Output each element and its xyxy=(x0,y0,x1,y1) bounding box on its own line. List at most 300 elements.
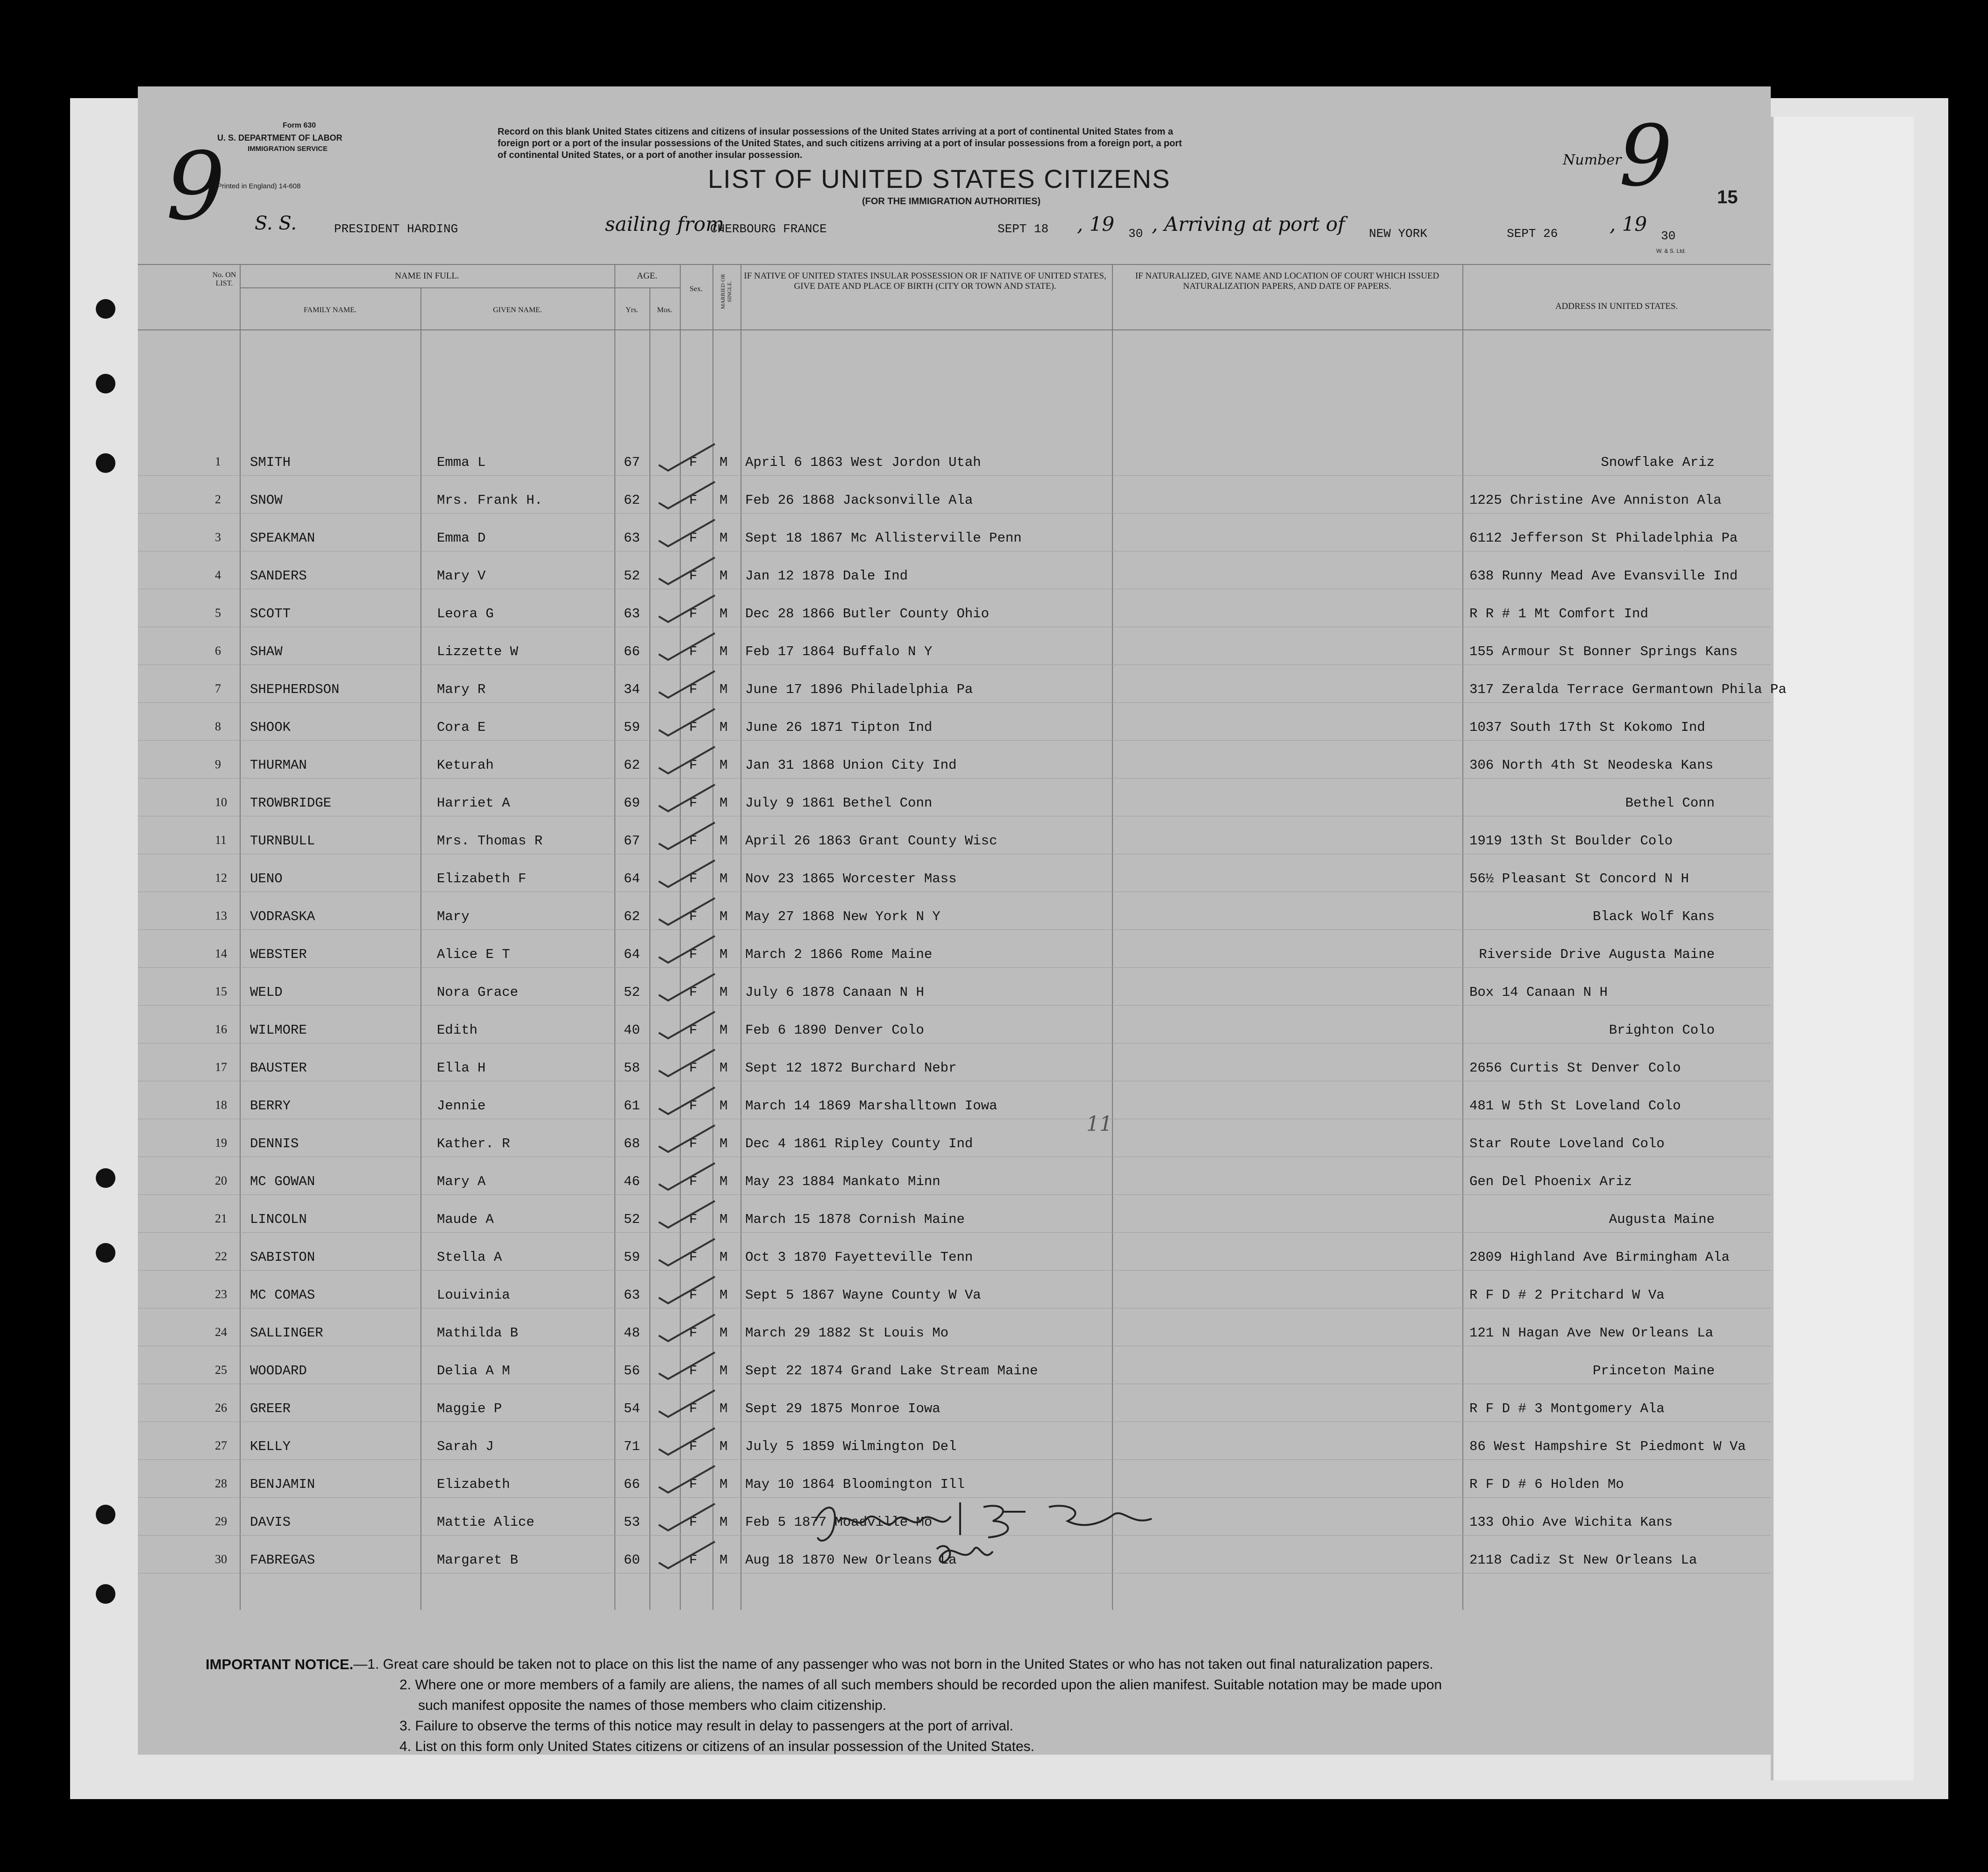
marital-status: M xyxy=(720,720,728,735)
check-mark xyxy=(649,1161,720,1193)
given-name: Mattie Alice xyxy=(437,1515,534,1530)
birth-info: May 23 1884 Mankato Minn xyxy=(745,1174,941,1189)
sex: F xyxy=(689,682,698,697)
address: 1919 13th St Boulder Colo xyxy=(1469,833,1673,849)
age: 40 xyxy=(624,1022,640,1038)
given-name: Elizabeth F xyxy=(437,871,527,886)
birth-info: Sept 29 1875 Monroe Iowa xyxy=(745,1401,941,1416)
record-note-line: Record on this blank United States citizens and citizens of insular possessions of the United States arriving at a port of continental United States from a xyxy=(498,127,1173,137)
sex: F xyxy=(689,1287,698,1303)
address: Gen Del Phoenix Ariz xyxy=(1469,1174,1632,1189)
marital-status: M xyxy=(720,833,728,849)
marital-status: M xyxy=(720,795,728,811)
form-number: Form 630 xyxy=(283,121,316,129)
sex: F xyxy=(689,1060,698,1076)
table-row xyxy=(138,442,1771,479)
sex: F xyxy=(689,1022,698,1038)
birth-info: March 2 1866 Rome Maine xyxy=(745,947,933,962)
adjacent-page-edge xyxy=(1771,117,1914,1780)
arrival-year-prefix: , 19 xyxy=(1610,213,1647,236)
row-number: 18 xyxy=(215,1098,227,1112)
given-name: Sarah J xyxy=(437,1439,494,1454)
given-name: Stella A xyxy=(437,1250,502,1265)
address: 638 Runny Mead Ave Evansville Ind xyxy=(1469,568,1738,584)
age: 64 xyxy=(624,947,640,962)
age: 63 xyxy=(624,606,640,622)
given-name: Mary V xyxy=(437,568,486,584)
check-mark xyxy=(649,1501,720,1534)
birth-info: Oct 3 1870 Fayetteville Tenn xyxy=(745,1250,973,1265)
birth-info: Feb 26 1868 Jacksonville Ala xyxy=(745,493,973,508)
row-number: 13 xyxy=(215,909,227,922)
address: 86 West Hampshire St Piedmont W Va xyxy=(1469,1439,1746,1454)
header-naturalized: IF NATURALIZED, GIVE NAME AND LOCATION OF COURT WHICH ISSUED NATURALIZATION PAPERS, AND DATE OF PAPERS. xyxy=(1135,271,1439,291)
table-row xyxy=(138,707,1771,744)
address: Riverside Drive Augusta Maine xyxy=(1479,947,1715,962)
table-row xyxy=(138,631,1771,668)
check-mark xyxy=(649,1236,720,1269)
sex: F xyxy=(689,1401,698,1416)
address: R F D # 3 Montgomery Ala xyxy=(1469,1401,1665,1416)
row-rule xyxy=(138,1005,1771,1006)
table-row xyxy=(138,1426,1771,1463)
row-number: 24 xyxy=(215,1325,227,1339)
check-mark xyxy=(649,896,720,929)
address: Star Route Loveland Colo xyxy=(1469,1136,1665,1151)
table-row xyxy=(138,479,1771,517)
birth-info: April 6 1863 West Jordon Utah xyxy=(745,455,981,470)
given-name: Keturah xyxy=(437,757,494,773)
marital-status: M xyxy=(720,1401,728,1416)
address: Black Wolf Kans xyxy=(1592,909,1715,924)
marital-status: M xyxy=(720,682,728,697)
number-label: Number xyxy=(1563,152,1622,168)
check-mark xyxy=(649,1274,720,1307)
header-name-in-full: NAME IN FULL. xyxy=(395,271,459,281)
birth-info: Jan 12 1878 Dale Ind xyxy=(745,568,908,584)
check-mark xyxy=(649,479,720,512)
row-number: 25 xyxy=(215,1363,227,1377)
row-rule xyxy=(138,1459,1771,1460)
sex: F xyxy=(689,455,698,470)
table-row xyxy=(138,858,1771,895)
birth-info: March 15 1878 Cornish Maine xyxy=(745,1212,965,1227)
check-mark xyxy=(649,1199,720,1231)
age: 69 xyxy=(624,795,640,811)
family-name: VODRASKA xyxy=(250,909,315,924)
given-name: Mrs. Frank H. xyxy=(437,493,543,508)
marital-status: M xyxy=(720,530,728,546)
family-name: WOODARD xyxy=(250,1363,307,1379)
family-name: FABREGAS xyxy=(250,1552,315,1568)
row-number: 26 xyxy=(215,1401,227,1415)
row-number: 8 xyxy=(215,720,221,733)
age: 58 xyxy=(624,1060,640,1076)
family-name: UENO xyxy=(250,871,283,886)
marital-status: M xyxy=(720,1325,728,1341)
family-name: SPEAKMAN xyxy=(250,530,315,546)
row-number: 21 xyxy=(215,1212,227,1225)
marital-status: M xyxy=(720,644,728,659)
birth-info: Sept 5 1867 Wayne County W Va xyxy=(745,1287,981,1303)
table-row xyxy=(138,1236,1771,1274)
birth-info: Sept 18 1867 Mc Allisterville Penn xyxy=(745,530,1022,546)
family-name: MC GOWAN xyxy=(250,1174,315,1189)
family-name: SMITH xyxy=(250,455,291,470)
sex: F xyxy=(689,644,698,659)
given-name: Kather. R xyxy=(437,1136,510,1151)
marital-status: M xyxy=(720,1439,728,1454)
birth-info: June 17 1896 Philadelphia Pa xyxy=(745,682,973,697)
table-row xyxy=(138,782,1771,820)
address: 481 W 5th St Loveland Colo xyxy=(1469,1098,1681,1114)
row-number: 30 xyxy=(215,1552,227,1566)
family-name: SHEPHERDSON xyxy=(250,682,340,697)
sex: F xyxy=(689,1136,698,1151)
given-name: Edith xyxy=(437,1022,478,1038)
sex: F xyxy=(689,568,698,584)
sex: F xyxy=(689,757,698,773)
family-name: DENNIS xyxy=(250,1136,299,1151)
check-mark xyxy=(649,972,720,1004)
punch-hole xyxy=(96,1243,115,1263)
family-name: BAUSTER xyxy=(250,1060,307,1076)
family-name: SABISTON xyxy=(250,1250,315,1265)
family-name: WILMORE xyxy=(250,1022,307,1038)
row-rule xyxy=(138,1232,1771,1233)
age: 62 xyxy=(624,909,640,924)
age: 59 xyxy=(624,720,640,735)
row-number: 12 xyxy=(215,871,227,885)
check-mark xyxy=(649,707,720,739)
given-name: Ella H xyxy=(437,1060,486,1076)
check-mark xyxy=(649,1047,720,1080)
check-mark xyxy=(649,820,720,853)
marital-status: M xyxy=(720,1060,728,1076)
table-row xyxy=(138,517,1771,555)
table-row xyxy=(138,896,1771,933)
age: 52 xyxy=(624,1212,640,1227)
page-subtitle: (FOR THE IMMIGRATION AUTHORITIES) xyxy=(862,196,1041,207)
marital-status: M xyxy=(720,1515,728,1530)
table-row xyxy=(138,1047,1771,1085)
row-number: 4 xyxy=(215,568,221,582)
punch-hole xyxy=(96,1505,115,1524)
marital-status: M xyxy=(720,606,728,622)
given-name: Louivinia xyxy=(437,1287,510,1303)
header-yrs: Yrs. xyxy=(625,306,639,314)
sex: F xyxy=(689,1325,698,1341)
check-mark xyxy=(649,1312,720,1345)
check-mark xyxy=(649,442,720,474)
address: 1037 South 17th St Kokomo Ind xyxy=(1469,720,1705,735)
service: IMMIGRATION SERVICE xyxy=(248,145,328,153)
marital-status: M xyxy=(720,493,728,508)
address: 121 N Hagan Ave New Orleans La xyxy=(1469,1325,1714,1341)
age: 46 xyxy=(624,1174,640,1189)
header-birth: IF NATIVE OF UNITED STATES INSULAR POSSESSION OR IF NATIVE OF UNITED STATES, GIVE DATE AND PLACE OF BIRTH (CITY OR TOWN AND STATE). xyxy=(744,271,1106,291)
given-name: Delia A M xyxy=(437,1363,510,1379)
birth-info: Nov 23 1865 Worcester Mass xyxy=(745,871,957,886)
given-name: Alice E T xyxy=(437,947,510,962)
sail-year: 30 xyxy=(1128,227,1143,241)
birth-info: July 6 1878 Canaan N H xyxy=(745,985,924,1000)
age: 60 xyxy=(624,1552,640,1568)
check-mark xyxy=(649,1388,720,1421)
birth-info: July 5 1859 Wilmington Del xyxy=(745,1439,957,1454)
row-number: 19 xyxy=(215,1136,227,1150)
check-mark xyxy=(649,1464,720,1496)
check-mark xyxy=(649,1085,720,1118)
row-rule xyxy=(138,513,1771,514)
birth-info: May 10 1864 Bloomington Ill xyxy=(745,1477,965,1492)
sex: F xyxy=(689,1552,698,1568)
family-name: KELLY xyxy=(250,1439,291,1454)
row-number: 22 xyxy=(215,1250,227,1263)
table-row xyxy=(138,555,1771,593)
age: 63 xyxy=(624,530,640,546)
punch-hole xyxy=(96,374,115,393)
notice-item-3: 3. Failure to observe the terms of this notice may result in delay to passengers at the port of arrival. xyxy=(399,1718,1013,1734)
marital-status: M xyxy=(720,1174,728,1189)
sex: F xyxy=(689,871,698,886)
inspector-signature xyxy=(806,1493,1170,1572)
row-number: 28 xyxy=(215,1477,227,1490)
address: 1225 Christine Ave Anniston Ala xyxy=(1469,493,1722,508)
family-name: WELD xyxy=(250,985,283,1000)
row-number: 14 xyxy=(215,947,227,960)
family-name: THURMAN xyxy=(250,757,307,773)
marital-status: M xyxy=(720,568,728,584)
marital-status: M xyxy=(720,1363,728,1379)
table-row xyxy=(138,1009,1771,1047)
birth-info: Feb 6 1890 Denver Colo xyxy=(745,1022,924,1038)
table-row xyxy=(138,934,1771,971)
given-name: Nora Grace xyxy=(437,985,519,1000)
sex: F xyxy=(689,606,698,622)
row-number: 6 xyxy=(215,644,221,657)
header-family-name: FAMILY NAME. xyxy=(303,306,357,314)
address: 2656 Curtis St Denver Colo xyxy=(1469,1060,1681,1076)
age: 61 xyxy=(624,1098,640,1114)
sex: F xyxy=(689,1363,698,1379)
row-rule xyxy=(138,702,1771,703)
sailing-label: sailing from xyxy=(605,213,724,236)
notice-label: IMPORTANT NOTICE. xyxy=(206,1656,354,1672)
check-mark xyxy=(649,934,720,966)
row-number: 17 xyxy=(215,1060,227,1074)
notice-item-1: —1. Great care should be taken not to place on this list the name of any passenger who was not born in the United States or who has not taken out final naturalization papers. xyxy=(353,1657,1433,1672)
address: Box 14 Canaan N H xyxy=(1469,985,1608,1000)
check-mark xyxy=(649,858,720,891)
age: 52 xyxy=(624,985,640,1000)
age: 62 xyxy=(624,493,640,508)
row-number: 10 xyxy=(215,795,227,809)
marital-status: M xyxy=(720,1022,728,1038)
birth-info: Sept 22 1874 Grand Lake Stream Maine xyxy=(745,1363,1038,1379)
punch-hole xyxy=(96,453,115,473)
birth-info: March 29 1882 St Louis Mo xyxy=(745,1325,949,1341)
given-name: Jennie xyxy=(437,1098,486,1114)
birth-info: Feb 17 1864 Buffalo N Y xyxy=(745,644,933,659)
birth-info: Sept 12 1872 Burchard Nebr xyxy=(745,1060,957,1076)
given-name: Maggie P xyxy=(437,1401,502,1416)
record-note-line: foreign port or a port of the insular possessions of the United States, and such citizens arriving at a port of insular possessions from a foreign port, a port xyxy=(498,138,1182,149)
sex: F xyxy=(689,1439,698,1454)
age: 48 xyxy=(624,1325,640,1341)
sex: F xyxy=(689,909,698,924)
family-name: LINCOLN xyxy=(250,1212,307,1227)
birth-info: July 9 1861 Bethel Conn xyxy=(745,795,933,811)
header-no: No. ON LIST. xyxy=(212,271,236,288)
family-name: SHOOK xyxy=(250,720,291,735)
birth-info: Feb 5 1877 Moadville Mo xyxy=(745,1515,933,1530)
given-name: Cora E xyxy=(437,720,486,735)
age: 34 xyxy=(624,682,640,697)
birth-info: April 26 1863 Grant County Wisc xyxy=(745,833,998,849)
given-name: Harriet A xyxy=(437,795,510,811)
table-row xyxy=(138,1199,1771,1236)
marital-status: M xyxy=(720,871,728,886)
row-rule xyxy=(138,778,1771,779)
age: 52 xyxy=(624,568,640,584)
table-row xyxy=(138,1123,1771,1160)
address: R F D # 2 Pritchard W Va xyxy=(1469,1287,1665,1303)
sex: F xyxy=(689,947,698,962)
age: 56 xyxy=(624,1363,640,1379)
age: 53 xyxy=(624,1515,640,1530)
age: 64 xyxy=(624,871,640,886)
address: 317 Zeralda Terrace Germantown Phila Pa xyxy=(1469,682,1787,697)
table-row xyxy=(138,820,1771,857)
important-notice xyxy=(206,1654,1442,1757)
page-number: 15 xyxy=(1717,187,1738,207)
given-name: Emma D xyxy=(437,530,486,546)
age: 66 xyxy=(624,1477,640,1492)
sex: F xyxy=(689,985,698,1000)
ship-name: PRESIDENT HARDING xyxy=(334,222,458,236)
header-married-single: MARRIED OR SINGLE. xyxy=(720,274,733,309)
row-number: 1 xyxy=(215,455,221,468)
given-name: Emma L xyxy=(437,455,486,470)
check-mark xyxy=(649,1426,720,1458)
row-number: 11 xyxy=(215,833,227,847)
row-rule xyxy=(138,475,1771,476)
printed-note: (Printed in England) 14-608 xyxy=(215,182,301,190)
birth-info: Dec 28 1866 Butler County Ohio xyxy=(745,606,990,622)
row-rule xyxy=(138,1194,1771,1195)
sex: F xyxy=(689,1174,698,1189)
sex: F xyxy=(689,493,698,508)
family-name: BERRY xyxy=(250,1098,291,1114)
table-row xyxy=(138,1312,1771,1350)
record-note-line: of continental United States, or a port of another insular possession. xyxy=(498,150,803,160)
family-name: WEBSTER xyxy=(250,947,307,962)
age: 66 xyxy=(624,644,640,659)
given-name: Elizabeth xyxy=(437,1477,510,1492)
sex: F xyxy=(689,833,698,849)
family-name: SANDERS xyxy=(250,568,307,584)
address: Augusta Maine xyxy=(1609,1212,1715,1227)
table-row xyxy=(138,669,1787,706)
row-number: 16 xyxy=(215,1022,227,1036)
check-mark xyxy=(649,517,720,550)
check-mark xyxy=(649,1009,720,1042)
birth-info: June 26 1871 Tipton Ind xyxy=(745,720,933,735)
family-name: DAVIS xyxy=(250,1515,291,1530)
age: 62 xyxy=(624,757,640,773)
table-row xyxy=(138,1388,1771,1425)
given-name: Mary A xyxy=(437,1174,486,1189)
row-number: 15 xyxy=(215,985,227,998)
check-mark xyxy=(649,1350,720,1383)
age: 54 xyxy=(624,1401,640,1416)
check-mark xyxy=(649,631,720,664)
arrival-port: NEW YORK xyxy=(1369,227,1427,241)
table-row xyxy=(138,744,1771,782)
marital-status: M xyxy=(720,455,728,470)
sex: F xyxy=(689,1477,698,1492)
row-number: 27 xyxy=(215,1439,227,1452)
family-name: TROWBRIDGE xyxy=(250,795,332,811)
sex: F xyxy=(689,720,698,735)
printer-mark: W. & S. Ltd. xyxy=(1656,248,1686,254)
row-number: 5 xyxy=(215,606,221,620)
header-mos: Mos. xyxy=(657,306,672,314)
marital-status: M xyxy=(720,985,728,1000)
marital-status: M xyxy=(720,1250,728,1265)
table-row xyxy=(138,972,1771,1009)
row-number: 29 xyxy=(215,1515,227,1528)
birth-info: March 14 1869 Marshalltown Iowa xyxy=(745,1098,998,1114)
given-name: Mary R xyxy=(437,682,486,697)
sub-rule xyxy=(240,287,680,288)
address: 2118 Cadiz St New Orleans La xyxy=(1469,1552,1697,1568)
address: Snowflake Ariz xyxy=(1601,455,1715,470)
age: 67 xyxy=(624,833,640,849)
header-age: AGE. xyxy=(637,271,657,281)
age: 71 xyxy=(624,1439,640,1454)
arriving-label: , Arriving at port of xyxy=(1152,213,1345,236)
marital-status: M xyxy=(720,1287,728,1303)
table-top-rule xyxy=(138,264,1771,265)
family-name: GREER xyxy=(250,1401,291,1416)
birth-info: May 27 1868 New York N Y xyxy=(745,909,941,924)
row-rule xyxy=(138,967,1771,968)
given-name: Margaret B xyxy=(437,1552,519,1568)
sail-date: SEPT 18 xyxy=(998,222,1049,236)
punch-hole xyxy=(96,1584,115,1604)
table-row xyxy=(138,1161,1771,1198)
check-mark xyxy=(649,1539,720,1572)
birth-info: Dec 4 1861 Ripley County Ind xyxy=(745,1136,973,1151)
family-name: MC COMAS xyxy=(250,1287,315,1303)
ss-label: S. S. xyxy=(255,213,297,234)
arrival-date: SEPT 26 xyxy=(1507,227,1558,241)
row-number: 2 xyxy=(215,493,221,506)
notice-item-2: 2. Where one or more members of a family are aliens, the names of all such members should be recorded upon the alien manifest. Suitable notation may be made upon xyxy=(399,1677,1442,1693)
arrival-year: 30 xyxy=(1661,229,1676,243)
given-name: Mathilda B xyxy=(437,1325,519,1341)
marital-status: M xyxy=(720,1477,728,1492)
age: 63 xyxy=(624,1287,640,1303)
marital-status: M xyxy=(720,909,728,924)
age: 67 xyxy=(624,455,640,470)
sex: F xyxy=(689,795,698,811)
family-name: BENJAMIN xyxy=(250,1477,315,1492)
birth-info: Jan 31 1868 Union City Ind xyxy=(745,757,957,773)
address: R F D # 6 Holden Mo xyxy=(1469,1477,1624,1492)
